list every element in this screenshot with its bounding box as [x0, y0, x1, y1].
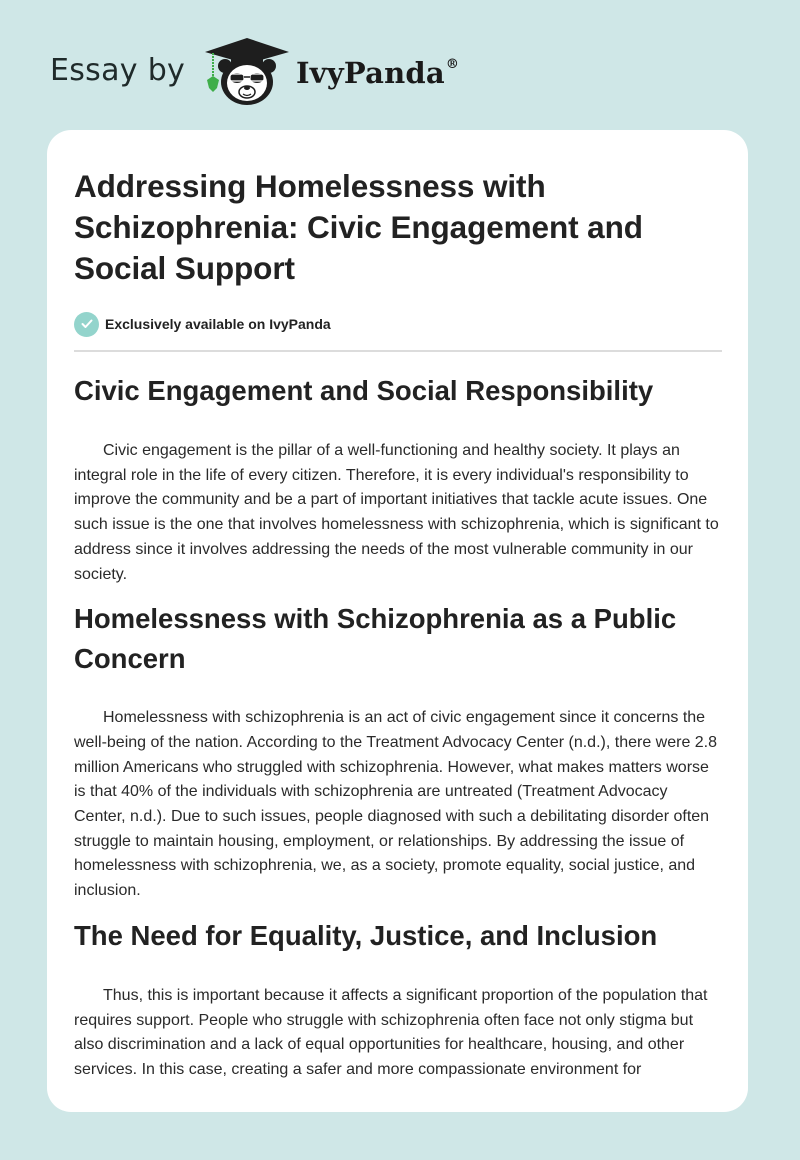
brand-logo-text[interactable]: IvyPanda®	[296, 56, 460, 90]
essay-card	[47, 130, 748, 1112]
exclusive-label: Exclusively available on IvyPanda	[105, 316, 331, 332]
section-heading: Civic Engagement and Social Responsibility	[74, 375, 654, 406]
exclusive-badge	[74, 311, 722, 337]
essay-by-label: Essay by	[50, 53, 186, 88]
section-paragraph: Homelessness with schizophrenia is an act of civic engagement since it concerns the well-being of the nation. According to the Treatment Advocacy Center (n.d.), there were 2.8 million Americans who struggled with schizophrenia. However, what makes matters worse is that 40% of the individuals with schizophrenia are untreated (Treatment Advocacy Center, n.d.). Due to such issues, people diagnosed with such a debilitating disorder often struggle to maintain housing, employment, or relationships. By addressing the issue of homelessness with schizophrenia, we, as a society, promote equality, social justice, and inclusion.	[74, 709, 718, 900]
section-paragraph: Civic engagement is the pillar of a well-functioning and healthy society. It plays an integral role in the life of every citizen. Therefore, it is every individual's responsibility to improve the community and be a part of important initiatives that tackle acute issues. One such issue is the one that involves homelessness with schizophrenia, which is significant to address since it involves addressing the needs of the most vulnerable community in our society.	[74, 442, 719, 583]
section-paragraph: Thus, this is important because it affects a significant proportion of the population that requires support. People who struggle with schizophrenia often face not only stigma but also discrimination and a lack of equal opportunities for healthcare, housing, and other services. In this case, creating a safer and more compassionate environment for	[74, 986, 708, 1078]
site-header	[0, 0, 800, 130]
panda-graduate-icon[interactable]	[201, 36, 293, 108]
check-circle-icon	[74, 312, 99, 337]
divider	[74, 350, 722, 352]
page-title: Addressing Homelessness with Schizophrenia: Civic Engagement and Social Support	[74, 168, 643, 286]
section-heading: The Need for Equality, Justice, and Inclusion	[74, 919, 658, 951]
section-heading: Homelessness with Schizophrenia as a Public Concern	[74, 603, 677, 675]
